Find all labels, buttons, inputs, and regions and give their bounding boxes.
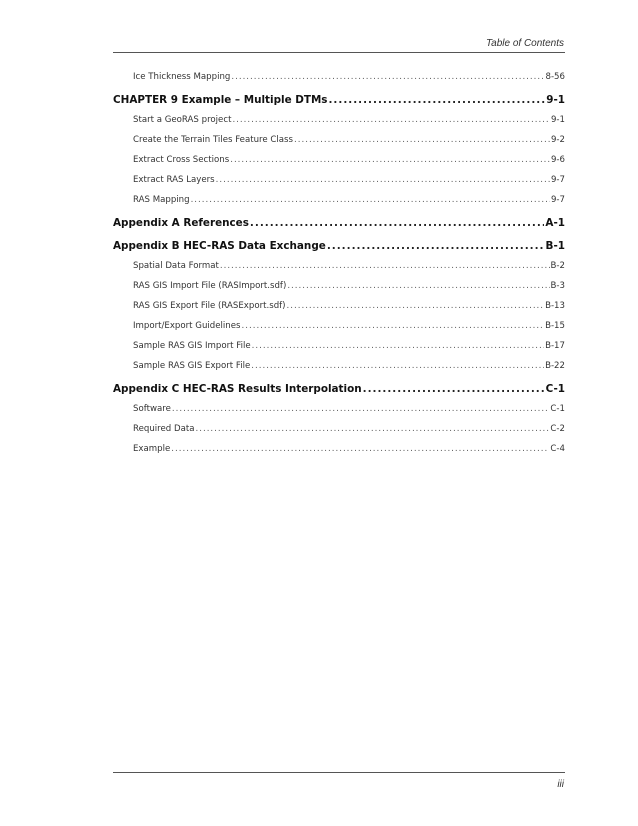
- toc-entry-page: B-15: [545, 321, 565, 331]
- toc-leader-dots: [250, 217, 544, 229]
- toc-entry-page: C-4: [550, 444, 565, 454]
- toc-leader-dots: [216, 175, 550, 185]
- toc-entry-page: B-22: [545, 361, 565, 371]
- toc-leader-dots: [252, 341, 544, 351]
- toc-entry-page: C-1: [550, 404, 565, 414]
- toc-leader-dots: [251, 361, 544, 371]
- toc-entry-import-export-guidelines[interactable]: [113, 321, 565, 341]
- toc-entry-page: 9-7: [550, 175, 565, 185]
- toc-entry-extract-ras-layers[interactable]: [113, 175, 565, 195]
- toc-entry-label: Create the Terrain Tiles Feature Class: [133, 135, 294, 145]
- toc-entry-ice-thickness-mapping[interactable]: [113, 72, 565, 92]
- toc-entry-sample-export-file[interactable]: [113, 361, 565, 381]
- toc-leader-dots: [242, 321, 545, 331]
- toc-entry-label: Import/Export Guidelines: [133, 321, 241, 331]
- toc-entry-page: B-1: [545, 240, 565, 252]
- toc-entry-example[interactable]: [113, 444, 565, 464]
- toc-entry-page: 9-2: [550, 135, 565, 145]
- toc-entry-required-data[interactable]: [113, 424, 565, 444]
- toc-entry-create-terrain-tiles[interactable]: [113, 135, 565, 155]
- toc-entry-label: Spatial Data Format: [133, 261, 219, 271]
- toc-leader-dots: [363, 383, 545, 395]
- toc-entry-extract-cross-sections[interactable]: [113, 155, 565, 175]
- toc-entry-page: B-17: [545, 341, 565, 351]
- toc-entry-label: Appendix A References: [113, 217, 249, 229]
- toc-entry-label: Sample RAS GIS Export File: [133, 361, 251, 371]
- toc-entry-label: RAS GIS Import File (RASImport.sdf): [133, 281, 287, 291]
- toc-entry-appendix-a[interactable]: [113, 217, 565, 238]
- toc-entry-chapter-9[interactable]: [113, 94, 565, 115]
- toc-entry-ras-gis-import-file[interactable]: [113, 281, 565, 301]
- header-rule: [113, 52, 565, 53]
- toc-entry-page: 9-1: [550, 115, 565, 125]
- toc-leader-dots: [231, 72, 544, 82]
- toc-leader-dots: [230, 155, 550, 165]
- toc-entry-sample-import-file[interactable]: [113, 341, 565, 361]
- toc-entry-label: Example: [133, 444, 171, 454]
- toc-entry-label: Software: [133, 404, 171, 414]
- page-number: iii: [557, 779, 564, 790]
- toc-entry-label: Sample RAS GIS Import File: [133, 341, 251, 351]
- toc-entry-page: 9-6: [550, 155, 565, 165]
- toc-entry-ras-mapping[interactable]: [113, 195, 565, 215]
- toc-entry-page: 9-1: [546, 94, 565, 106]
- toc-entry-start-georas-project[interactable]: [113, 115, 565, 135]
- footer-rule: [113, 772, 565, 773]
- toc-entry-page: 9-7: [550, 195, 565, 205]
- toc-entry-label: Extract Cross Sections: [133, 155, 230, 165]
- toc-entry-appendix-b[interactable]: [113, 240, 565, 261]
- toc-entry-page: C-2: [550, 424, 565, 434]
- toc-entry-appendix-c[interactable]: [113, 383, 565, 404]
- toc-entry-page: A-1: [545, 217, 565, 229]
- toc-entry-ras-gis-export-file[interactable]: [113, 301, 565, 321]
- toc-leader-dots: [196, 424, 550, 434]
- toc-leader-dots: [191, 195, 550, 205]
- toc-entry-page: B-2: [550, 261, 565, 271]
- toc-entry-label: Start a GeoRAS project: [133, 115, 232, 125]
- toc-leader-dots: [171, 444, 549, 454]
- toc-entry-page: B-3: [550, 281, 565, 291]
- toc-entry-software[interactable]: [113, 404, 565, 424]
- toc-leader-dots: [220, 261, 550, 271]
- toc-entry-label: CHAPTER 9 Example – Multiple DTMs: [113, 94, 328, 106]
- toc-leader-dots: [287, 301, 545, 311]
- toc-leader-dots: [172, 404, 550, 414]
- toc-entry-page: 8-56: [545, 72, 565, 82]
- toc-leader-dots: [327, 240, 545, 252]
- toc-entry-label: Extract RAS Layers: [133, 175, 215, 185]
- toc-entry-spatial-data-format[interactable]: [113, 261, 565, 281]
- toc-leader-dots: [328, 94, 545, 106]
- table-of-contents: [113, 72, 565, 464]
- toc-leader-dots: [287, 281, 549, 291]
- page-header-title: Table of Contents: [485, 38, 564, 49]
- toc-leader-dots: [232, 115, 550, 125]
- toc-entry-page: C-1: [545, 383, 565, 395]
- toc-entry-label: Appendix B HEC-RAS Data Exchange: [113, 240, 326, 252]
- toc-entry-label: Appendix C HEC-RAS Results Interpolation: [113, 383, 362, 395]
- toc-entry-page: B-13: [545, 301, 565, 311]
- toc-entry-label: Required Data: [133, 424, 195, 434]
- toc-entry-label: Ice Thickness Mapping: [133, 72, 231, 82]
- toc-leader-dots: [294, 135, 550, 145]
- toc-entry-label: RAS GIS Export File (RASExport.sdf): [133, 301, 286, 311]
- toc-entry-label: RAS Mapping: [133, 195, 190, 205]
